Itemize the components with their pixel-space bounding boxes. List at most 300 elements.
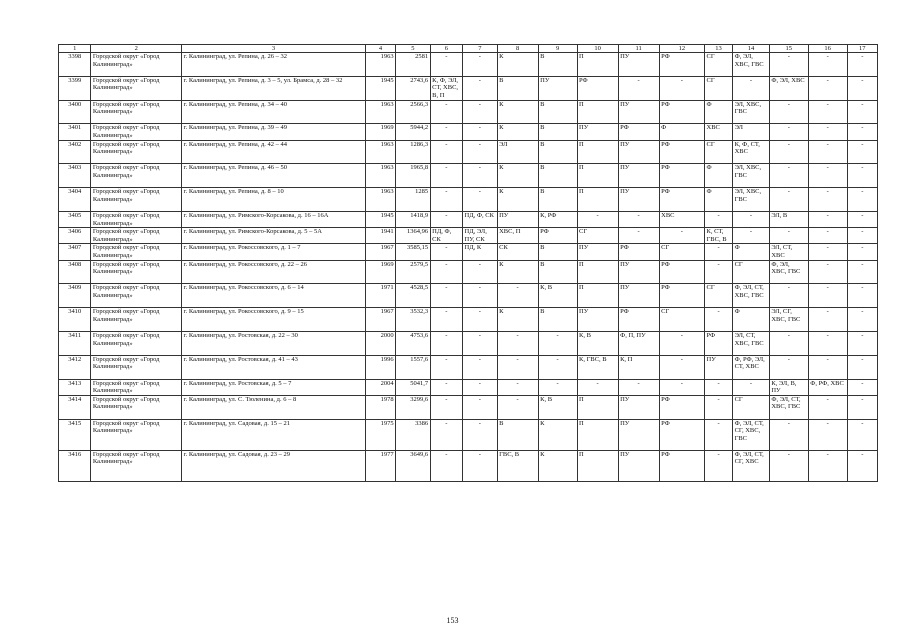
table-cell: РФ	[659, 419, 704, 450]
table-row	[59, 244, 878, 260]
table-cell: -	[463, 308, 498, 332]
table-cell: 3404	[59, 188, 91, 212]
table-cell: -	[847, 228, 877, 244]
table-cell: Ф, ЭЛ, СТ, ХВС, ГВС	[733, 284, 770, 308]
table-cell: РФ	[659, 260, 704, 284]
table-cell: -	[847, 260, 877, 284]
table-cell: -	[847, 76, 877, 100]
table-cell: -	[430, 308, 462, 332]
table-cell: В	[497, 419, 538, 450]
table-cell: г. Калининград, ул. Репина, д. 46 – 50	[182, 164, 366, 188]
table-cell: К, В	[538, 284, 577, 308]
table-cell: В	[538, 140, 577, 164]
table-cell: 1967	[365, 308, 395, 332]
table-cell: г. Калининград, ул. С. Тюленина, д. 6 – 8	[182, 395, 366, 419]
table-cell: г. Калининград, ул. Рокоссовского, д. 6 – 14	[182, 284, 366, 308]
table-cell: Городской округ «Город Калининград»	[91, 211, 182, 227]
table-cell: г. Калининград, ул. Ростовская, д. 41 – 43	[182, 355, 366, 379]
table-cell: П	[577, 260, 618, 284]
table-row	[59, 308, 878, 332]
table-cell: -	[463, 53, 498, 77]
table-cell: -	[769, 124, 808, 140]
table-cell: ПУ	[618, 140, 659, 164]
table-cell: 1969	[365, 124, 395, 140]
table-cell: 1975	[365, 419, 395, 450]
table-cell: -	[733, 76, 770, 100]
table-cell: ПУ	[618, 419, 659, 450]
table-row	[59, 140, 878, 164]
table-cell: 2743,6	[396, 76, 431, 100]
table-cell: -	[659, 228, 704, 244]
table-row	[59, 124, 878, 140]
table-cell: П	[577, 100, 618, 124]
table-cell: Городской округ «Город Калининград»	[91, 244, 182, 260]
table-cell: 3410	[59, 308, 91, 332]
table-cell: -	[808, 164, 847, 188]
column-header: 9	[538, 45, 577, 53]
table-cell: -	[497, 355, 538, 379]
table-cell: ПД, К	[463, 244, 498, 260]
table-cell: Ф, ЭЛ, СТ, ХВС, ГВС	[769, 395, 808, 419]
table-cell: 2579,5	[396, 260, 431, 284]
table-cell: -	[463, 76, 498, 100]
table-cell: ПД, Ф, СК	[463, 211, 498, 227]
table-cell: -	[705, 395, 733, 419]
table-cell: -	[847, 355, 877, 379]
table-cell: г. Калининград, ул. Садовая, д. 15 – 21	[182, 419, 366, 450]
table-cell: К	[538, 419, 577, 450]
table-cell: Ф	[705, 100, 733, 124]
table-row	[59, 76, 878, 100]
table-row	[59, 284, 878, 308]
table-cell: РФ	[538, 228, 577, 244]
table-cell: К, В	[538, 395, 577, 419]
table-cell: -	[769, 140, 808, 164]
table-cell: В	[538, 244, 577, 260]
column-header: 16	[808, 45, 847, 53]
table-cell: Городской округ «Город Калининград»	[91, 395, 182, 419]
table-cell: -	[847, 188, 877, 212]
table-cell: -	[808, 355, 847, 379]
table-cell: СГ	[705, 53, 733, 77]
table-cell: Ф, ЭЛ, ХВС	[769, 76, 808, 100]
table-cell: -	[769, 164, 808, 188]
table-cell: 1963	[365, 100, 395, 124]
column-header-row	[59, 45, 878, 53]
table-cell: г. Калининград, ул. Репина, д. 34 – 40	[182, 100, 366, 124]
table-cell: -	[705, 419, 733, 450]
table-cell: 1996	[365, 355, 395, 379]
table-cell: -	[847, 100, 877, 124]
table-cell: 3406	[59, 228, 91, 244]
table-cell: ПУ	[538, 76, 577, 100]
table-cell: Городской округ «Город Калининград»	[91, 140, 182, 164]
table-cell: К, Ф, ЭЛ, СТ, ХВС, В, П	[430, 76, 462, 100]
table-cell: Ф, ЭЛ, СТ, СГ, ХВС	[733, 450, 770, 481]
table-cell: г. Калининград, ул. Римского-Корсакова, д. 16 – 16А	[182, 211, 366, 227]
column-header: 10	[577, 45, 618, 53]
table-cell: -	[769, 53, 808, 77]
table-cell: -	[808, 450, 847, 481]
table-cell: -	[705, 211, 733, 227]
table-cell: -	[705, 379, 733, 395]
table-cell: В	[538, 100, 577, 124]
table-cell: г. Калининград, ул. Репина, д. 26 – 32	[182, 53, 366, 77]
column-header: 17	[847, 45, 877, 53]
table-cell: -	[769, 228, 808, 244]
table-cell: -	[430, 164, 462, 188]
table-cell: К	[497, 188, 538, 212]
table-cell: ПУ	[618, 188, 659, 212]
table-cell: Ф	[733, 308, 770, 332]
table-cell: -	[463, 395, 498, 419]
table-cell: -	[618, 228, 659, 244]
table-cell: Городской округ «Город Калининград»	[91, 188, 182, 212]
table-cell: К	[497, 124, 538, 140]
table-cell: -	[538, 355, 577, 379]
table-cell: -	[847, 284, 877, 308]
table-row	[59, 450, 878, 481]
table-cell: -	[497, 284, 538, 308]
table-cell: Ф, РФ, ЭЛ, СТ, ХВС	[733, 355, 770, 379]
table-cell: -	[497, 331, 538, 355]
table-cell: -	[769, 450, 808, 481]
table-cell: Городской округ «Город Калининград»	[91, 308, 182, 332]
table-cell: К, ГВС, В	[577, 355, 618, 379]
table-cell: Городской округ «Город Калининград»	[91, 260, 182, 284]
table-cell: -	[733, 379, 770, 395]
table-cell: -	[430, 211, 462, 227]
table-cell: СГ	[733, 260, 770, 284]
table-cell: -	[769, 188, 808, 212]
table-cell: П	[577, 164, 618, 188]
table-cell: 1364,96	[396, 228, 431, 244]
table-cell: 3415	[59, 419, 91, 450]
table-row	[59, 164, 878, 188]
table-cell: П	[577, 140, 618, 164]
table-cell: 1971	[365, 284, 395, 308]
table-cell: -	[659, 331, 704, 355]
table-row	[59, 211, 878, 227]
table-cell: г. Калининград, ул. Репина, д. 39 – 49	[182, 124, 366, 140]
table-cell: В	[538, 188, 577, 212]
table-cell: СГ	[705, 140, 733, 164]
table-cell: -	[430, 140, 462, 164]
table-cell: К	[497, 260, 538, 284]
table-cell: -	[705, 450, 733, 481]
table-cell: -	[808, 308, 847, 332]
table-cell: 1978	[365, 395, 395, 419]
table-cell: 1963	[365, 164, 395, 188]
table-cell: СГ	[705, 284, 733, 308]
table-cell: -	[808, 244, 847, 260]
table-cell: 2000	[365, 331, 395, 355]
table-cell: -	[463, 260, 498, 284]
table-cell: ПУ	[618, 164, 659, 188]
table-cell: 5041,7	[396, 379, 431, 395]
table-cell: ЭЛ, В	[769, 211, 808, 227]
table-cell: ЭЛ, СТ, ХВС, ГВС	[733, 331, 770, 355]
table-cell: -	[497, 395, 538, 419]
table-cell: -	[430, 355, 462, 379]
table-cell: -	[463, 450, 498, 481]
table-cell: К, СТ, ГВС, В	[705, 228, 733, 244]
table-cell: Городской округ «Город Калининград»	[91, 355, 182, 379]
column-header: 8	[497, 45, 538, 53]
column-header: 14	[733, 45, 770, 53]
table-cell: К, П	[618, 355, 659, 379]
table-cell: 3532,3	[396, 308, 431, 332]
table-cell: 3403	[59, 164, 91, 188]
table-cell: ПУ	[705, 355, 733, 379]
table-cell: Ф	[659, 124, 704, 140]
table-cell: ПУ	[618, 395, 659, 419]
table-cell: РФ	[618, 244, 659, 260]
table-cell: -	[430, 260, 462, 284]
table-cell: -	[808, 53, 847, 77]
table-cell: -	[430, 100, 462, 124]
table-cell: ПД, Ф, СК	[430, 228, 462, 244]
table-cell: 3399	[59, 76, 91, 100]
table-cell: -	[463, 379, 498, 395]
table-cell: 3649,6	[396, 450, 431, 481]
table-cell: -	[733, 228, 770, 244]
table-cell: К, В	[577, 331, 618, 355]
table-cell: Ф, ЭЛ, ХВС, ГВС	[769, 260, 808, 284]
column-header: 6	[430, 45, 462, 53]
table-cell: 2581	[396, 53, 431, 77]
table-row	[59, 53, 878, 77]
table-cell: СГ	[659, 308, 704, 332]
table-cell: -	[808, 284, 847, 308]
table-cell: 1945	[365, 76, 395, 100]
table-cell: -	[659, 355, 704, 379]
table-cell: 3408	[59, 260, 91, 284]
table-cell: Городской округ «Город Калининград»	[91, 76, 182, 100]
table-cell: -	[808, 395, 847, 419]
table-cell: Ф, ЭЛ, ХВС, ГВС	[733, 53, 770, 77]
table-cell: 1963	[365, 53, 395, 77]
table-cell: РФ	[659, 53, 704, 77]
column-header: 13	[705, 45, 733, 53]
table-cell: 1977	[365, 450, 395, 481]
table-cell: -	[847, 395, 877, 419]
table-cell: -	[847, 244, 877, 260]
table-cell: РФ	[618, 308, 659, 332]
table-cell: -	[847, 419, 877, 450]
table-cell: РФ	[659, 395, 704, 419]
table-cell: -	[430, 331, 462, 355]
table-cell: -	[808, 331, 847, 355]
table-cell: РФ	[659, 450, 704, 481]
table-cell: 3409	[59, 284, 91, 308]
table-cell: Ф	[733, 244, 770, 260]
table-cell: -	[847, 308, 877, 332]
table-cell: В	[497, 76, 538, 100]
table-cell: В	[538, 53, 577, 77]
table-cell: -	[463, 355, 498, 379]
page-number: 153	[446, 616, 459, 625]
table-cell: Городской округ «Город Калининград»	[91, 124, 182, 140]
table-cell: -	[733, 211, 770, 227]
table-cell: К	[497, 164, 538, 188]
table-cell: 1418,9	[396, 211, 431, 227]
table-cell: -	[618, 76, 659, 100]
table-cell: В	[538, 308, 577, 332]
column-header: 2	[91, 45, 182, 53]
table-cell: РФ	[659, 188, 704, 212]
table-cell: -	[463, 124, 498, 140]
table-cell: -	[463, 164, 498, 188]
table-cell: 3400	[59, 100, 91, 124]
table-cell: Городской округ «Город Калининград»	[91, 284, 182, 308]
table-cell: ПД, ЭЛ, ПУ, СК	[463, 228, 498, 244]
table-cell: П	[577, 188, 618, 212]
table-row	[59, 331, 878, 355]
table-row	[59, 260, 878, 284]
table-cell: РФ	[618, 124, 659, 140]
table-cell: ПУ	[618, 100, 659, 124]
table-cell: -	[577, 379, 618, 395]
table-cell: Городской округ «Город Калининград»	[91, 100, 182, 124]
table-cell: П	[577, 53, 618, 77]
table-cell: -	[430, 450, 462, 481]
table-cell: -	[430, 419, 462, 450]
table-cell: ПУ	[618, 53, 659, 77]
table-cell: -	[659, 379, 704, 395]
table-cell: -	[808, 260, 847, 284]
table-row	[59, 379, 878, 395]
table-cell: ЭЛ, СГ, ХВС, ГВС	[769, 308, 808, 332]
table-cell: г. Калининград, ул. Ростовская, д. 5 – 7	[182, 379, 366, 395]
table-cell: Городской округ «Город Калининград»	[91, 228, 182, 244]
table-cell: -	[808, 211, 847, 227]
table-cell: -	[430, 188, 462, 212]
table-cell: -	[538, 379, 577, 395]
housing-register-table	[58, 44, 878, 482]
table-cell: 3411	[59, 331, 91, 355]
table-cell: г. Калининград, ул. Ростовская, д. 22 – 30	[182, 331, 366, 355]
table-cell: -	[808, 124, 847, 140]
table-cell: К	[497, 308, 538, 332]
table-cell: 1941	[365, 228, 395, 244]
table-cell: -	[618, 379, 659, 395]
table-cell: 5944,2	[396, 124, 431, 140]
table-cell: -	[705, 244, 733, 260]
table-cell: 3299,6	[396, 395, 431, 419]
table-cell: 3386	[396, 419, 431, 450]
table-cell: -	[808, 419, 847, 450]
table-cell: 1967	[365, 244, 395, 260]
table-cell: г. Калининград, ул. Репина, д. 42 – 44	[182, 140, 366, 164]
table-cell: ЭЛ, ХВС, ГВС	[733, 164, 770, 188]
table-row	[59, 419, 878, 450]
table-cell: 1965,8	[396, 164, 431, 188]
table-cell: -	[808, 140, 847, 164]
table-cell: К	[538, 450, 577, 481]
table-cell: 3398	[59, 53, 91, 77]
table-cell: РФ	[659, 140, 704, 164]
table-cell: 3416	[59, 450, 91, 481]
table-cell: П	[577, 450, 618, 481]
table-cell: РФ	[659, 284, 704, 308]
table-cell: -	[769, 331, 808, 355]
table-cell: 1963	[365, 140, 395, 164]
table-cell: -	[430, 379, 462, 395]
table-cell: 1945	[365, 211, 395, 227]
column-header: 11	[618, 45, 659, 53]
column-header: 4	[365, 45, 395, 53]
column-header: 7	[463, 45, 498, 53]
table-cell: ЭЛ, ХВС, ГВС	[733, 188, 770, 212]
table-cell: 1969	[365, 260, 395, 284]
table-cell: СГ	[659, 244, 704, 260]
table-cell: -	[847, 124, 877, 140]
table-cell: -	[847, 331, 877, 355]
table-cell: ПУ	[577, 244, 618, 260]
table-cell: 3405	[59, 211, 91, 227]
table-row	[59, 395, 878, 419]
table-cell: Городской округ «Город Калининград»	[91, 419, 182, 450]
column-header: 15	[769, 45, 808, 53]
column-header: 3	[182, 45, 366, 53]
table-cell: П	[577, 419, 618, 450]
column-header: 5	[396, 45, 431, 53]
table-cell: г. Калининград, ул. Рокоссовского, д. 1 – 7	[182, 244, 366, 260]
table-cell: ГВС, В	[497, 450, 538, 481]
table-cell: г. Калининград, ул. Римского-Корсакова, д. 5 – 5А	[182, 228, 366, 244]
table-cell: РФ	[659, 164, 704, 188]
table-cell: К, РФ	[538, 211, 577, 227]
table-cell: -	[769, 355, 808, 379]
table-cell: П	[577, 395, 618, 419]
table-cell: 1963	[365, 188, 395, 212]
table-cell: 3413	[59, 379, 91, 395]
table-cell: К	[497, 53, 538, 77]
table-cell: К, Ф, СТ, ХВС	[733, 140, 770, 164]
table-cell: Ф, П, ПУ	[618, 331, 659, 355]
table-cell: -	[538, 331, 577, 355]
table-row	[59, 100, 878, 124]
table-cell: 1285	[396, 188, 431, 212]
column-header: 12	[659, 45, 704, 53]
table-cell: 3414	[59, 395, 91, 419]
table-cell: К	[497, 100, 538, 124]
table-cell: Ф	[705, 164, 733, 188]
table-cell: 1286,3	[396, 140, 431, 164]
table-cell: -	[463, 331, 498, 355]
table-cell: СГ	[577, 228, 618, 244]
table-cell: СГ	[705, 76, 733, 100]
table-cell: Городской округ «Город Калининград»	[91, 53, 182, 77]
table-cell: Ф	[705, 188, 733, 212]
table-cell: 2004	[365, 379, 395, 395]
table-cell: -	[430, 124, 462, 140]
table-cell: РФ	[577, 76, 618, 100]
table-cell: -	[769, 419, 808, 450]
table-cell: ЭЛ	[497, 140, 538, 164]
table-cell: -	[705, 260, 733, 284]
table-cell: Городской округ «Город Калининград»	[91, 450, 182, 481]
table-cell: ЭЛ, СТ, ХВС	[769, 244, 808, 260]
table-cell: -	[430, 395, 462, 419]
table-cell: -	[463, 188, 498, 212]
table-cell: ХВС	[705, 124, 733, 140]
table-cell: -	[618, 211, 659, 227]
table-row	[59, 228, 878, 244]
table-cell: Городской округ «Город Калининград»	[91, 331, 182, 355]
table-cell: -	[808, 76, 847, 100]
